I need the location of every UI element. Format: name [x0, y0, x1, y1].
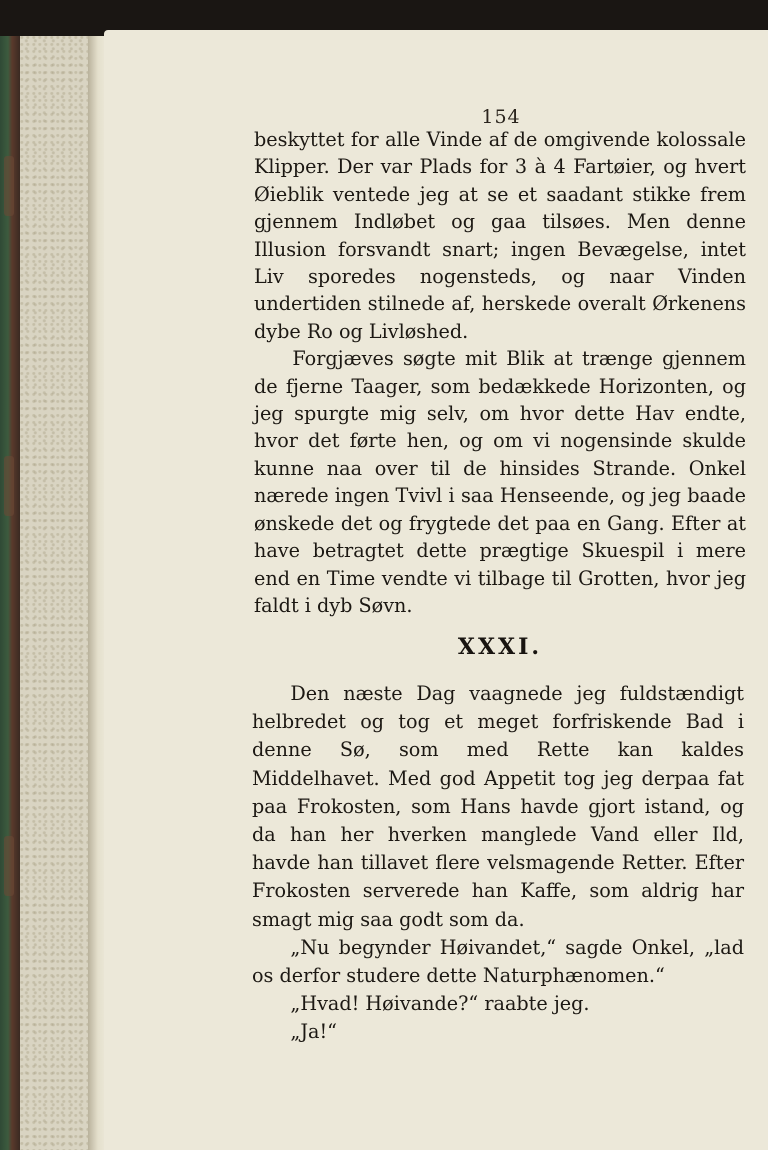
paragraph: „Nu begynder Høivandet,“ sagde Onkel, „lad os derfor studere dette Naturphænomen.“: [252, 935, 744, 988]
chapter-heading: XXXI.: [457, 634, 543, 660]
page-number: 154: [481, 106, 521, 128]
text-block-before-chapter: [254, 126, 746, 619]
paragraph: beskyttet for alle Vinde af de omgivende kolossale Klipper. Der var Plads for 3 à 4 Fartøier, og hvert Øieblik ventede jeg at se et saadant stikke frem gjennem Indløbet og gaa tilsøes. Men denne Illusion forsvandt snart; ingen Bevægelse, intet Liv sporedes nogensteds, og naar Vinden undertiden stilnede af, herskede overalt Ørkenens dybe Ro og Livløshed.: [254, 128, 746, 343]
paragraph: Forgjæves søgte mit Blik at trænge gjennem de fjerne Taager, som bedækkede Horizonten, og jeg spurgte mig selv, om hvor dette Hav endte, hvor det førte hen, og om vi nogensinde skulde kunne naa over til de hinsides Strande. Onkel nærede ingen Tvivl i saa Henseende, og jeg baade ønskede det og frygtede det paa en Gang. Efter at have betragtet dette prægtige Skuespil i mere end en Time vendte vi tilbage til Grotten, hvor jeg faldt i dyb Søvn.: [254, 347, 746, 617]
book-spine: [0, 36, 20, 1150]
spine-wear-mark: [4, 836, 14, 896]
paragraph: „Hvad! Høivande?“ raabte jeg.: [290, 992, 590, 1016]
spine-wear-mark: [4, 456, 14, 516]
paragraph: Den næste Dag vaagnede jeg fuldstændigt helbredet og tog et meget forfriskende Bad i denne Sø, som med Rette kan kaldes Middelhavet. Med god Appetit tog jeg derpaa fat paa Frokosten, som Hans havde gjort istand, og da han her hverken manglede Vand eller Ild, havde han tillavet flere velsmagende Retter. Efter Frokosten serverede han Kaffe, som aldrig har smagt mig saa godt som da.: [252, 682, 744, 931]
book-endpaper: [20, 36, 90, 1150]
text-block-after-chapter: [252, 680, 744, 1047]
paragraph: „Ja!“: [290, 1020, 337, 1044]
spine-wear-mark: [4, 156, 14, 216]
page-number-row: [104, 106, 768, 128]
